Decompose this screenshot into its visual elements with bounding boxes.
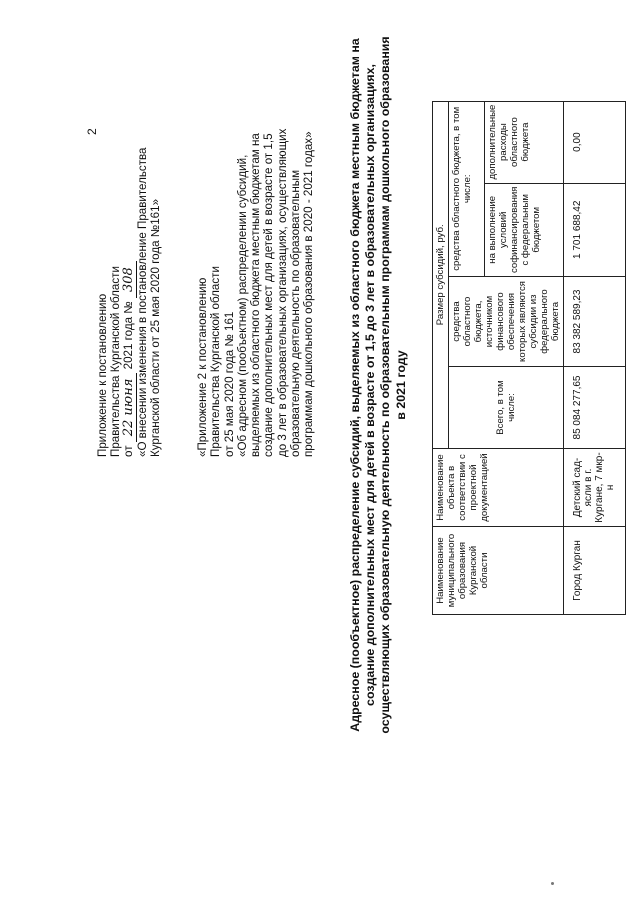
table-header-row <box>433 101 449 614</box>
header-cofinancing: на выполнение условий софинансирования с федеральным бюджетом <box>484 183 563 276</box>
header-federal-source: средства областного бюджета, источником финансового обеспечения которых являются субсидии из федерального бюджета <box>449 277 564 367</box>
header-additional: дополнительные расходы областного бюджета <box>484 101 563 183</box>
appendix-line-4: «О внесении изменения в постановление Правительства <box>135 147 149 457</box>
subsidy-table <box>432 101 626 615</box>
quote-line: образовательную деятельность по образовательным <box>289 169 303 457</box>
quote-line: от 25 мая 2020 года № 161 <box>222 311 236 457</box>
header-subsidy-size: Размер субсидий, руб. <box>433 101 449 448</box>
appendix-line-1: Приложение к постановлению <box>96 293 109 457</box>
title-line: Адресное (пообъектное) распределение субсидий, выделяемых из областного бюджета местным бюджетам на <box>348 38 362 732</box>
quote-line: до 3 лет в образовательных организациях, осуществляющих <box>275 128 289 457</box>
cell-federal: 83 382 589,23 <box>564 277 626 367</box>
appendix-date-line <box>122 148 135 458</box>
appendix-header <box>96 148 162 458</box>
document-title <box>348 15 409 755</box>
handwritten-date: 22 июня <box>121 373 137 443</box>
quote-line: программам дошкольного образования в 2020 - 2021 годах» <box>302 131 316 457</box>
header-object: Наименование объекта в соответствии с проектной документацией <box>433 449 564 527</box>
title-line: осуществляющих образовательную деятельность по образовательным программам дошкольного образования <box>378 36 393 734</box>
cell-additional: 0,00 <box>564 101 626 183</box>
cell-total: 85 084 277,65 <box>564 367 626 449</box>
header-total: Всего, в том числе: <box>449 367 564 449</box>
handwritten-number: 308 <box>121 261 137 298</box>
cell-cofinancing: 1 701 688,42 <box>564 183 626 276</box>
quoted-appendix-block <box>196 77 316 457</box>
title-line: в 2021 году <box>393 350 408 420</box>
cell-municipality: Город Курган <box>564 527 626 615</box>
appendix-line-2: Правительства Курганской области <box>109 266 123 457</box>
date-prefix: от <box>122 445 136 457</box>
title-line: создание дополнительных мест для детей в возрасте от 1,5 до 3 лет в образовательных организациях, <box>363 64 378 706</box>
date-year: 2021 года № <box>122 301 136 370</box>
quote-line: «Приложение 2 к постановлению <box>196 277 209 457</box>
table-row <box>564 101 626 614</box>
page-number: 2 <box>85 128 99 135</box>
header-municipality: Наименование муниципального образования Курганской области <box>433 527 564 615</box>
appendix-line-5: Курганской области от 25 мая 2020 года №161» <box>148 198 162 457</box>
scan-speck <box>551 882 554 885</box>
cell-object: Детский сад-ясли в г. Кургане, 7 мкр-н <box>564 449 626 527</box>
quote-line: «Об адресном (пообъектном) распределении субсидий, <box>235 154 249 457</box>
quote-line: Правительства Курганской области <box>209 266 223 457</box>
header-regional-budget: средства областного бюджета, в том числе: <box>449 101 485 276</box>
quote-line: создание дополнительных мест для детей в возрасте от 1,5 <box>262 133 276 457</box>
quote-line: выделяемых из областного бюджета местным бюджетам на <box>249 133 263 457</box>
